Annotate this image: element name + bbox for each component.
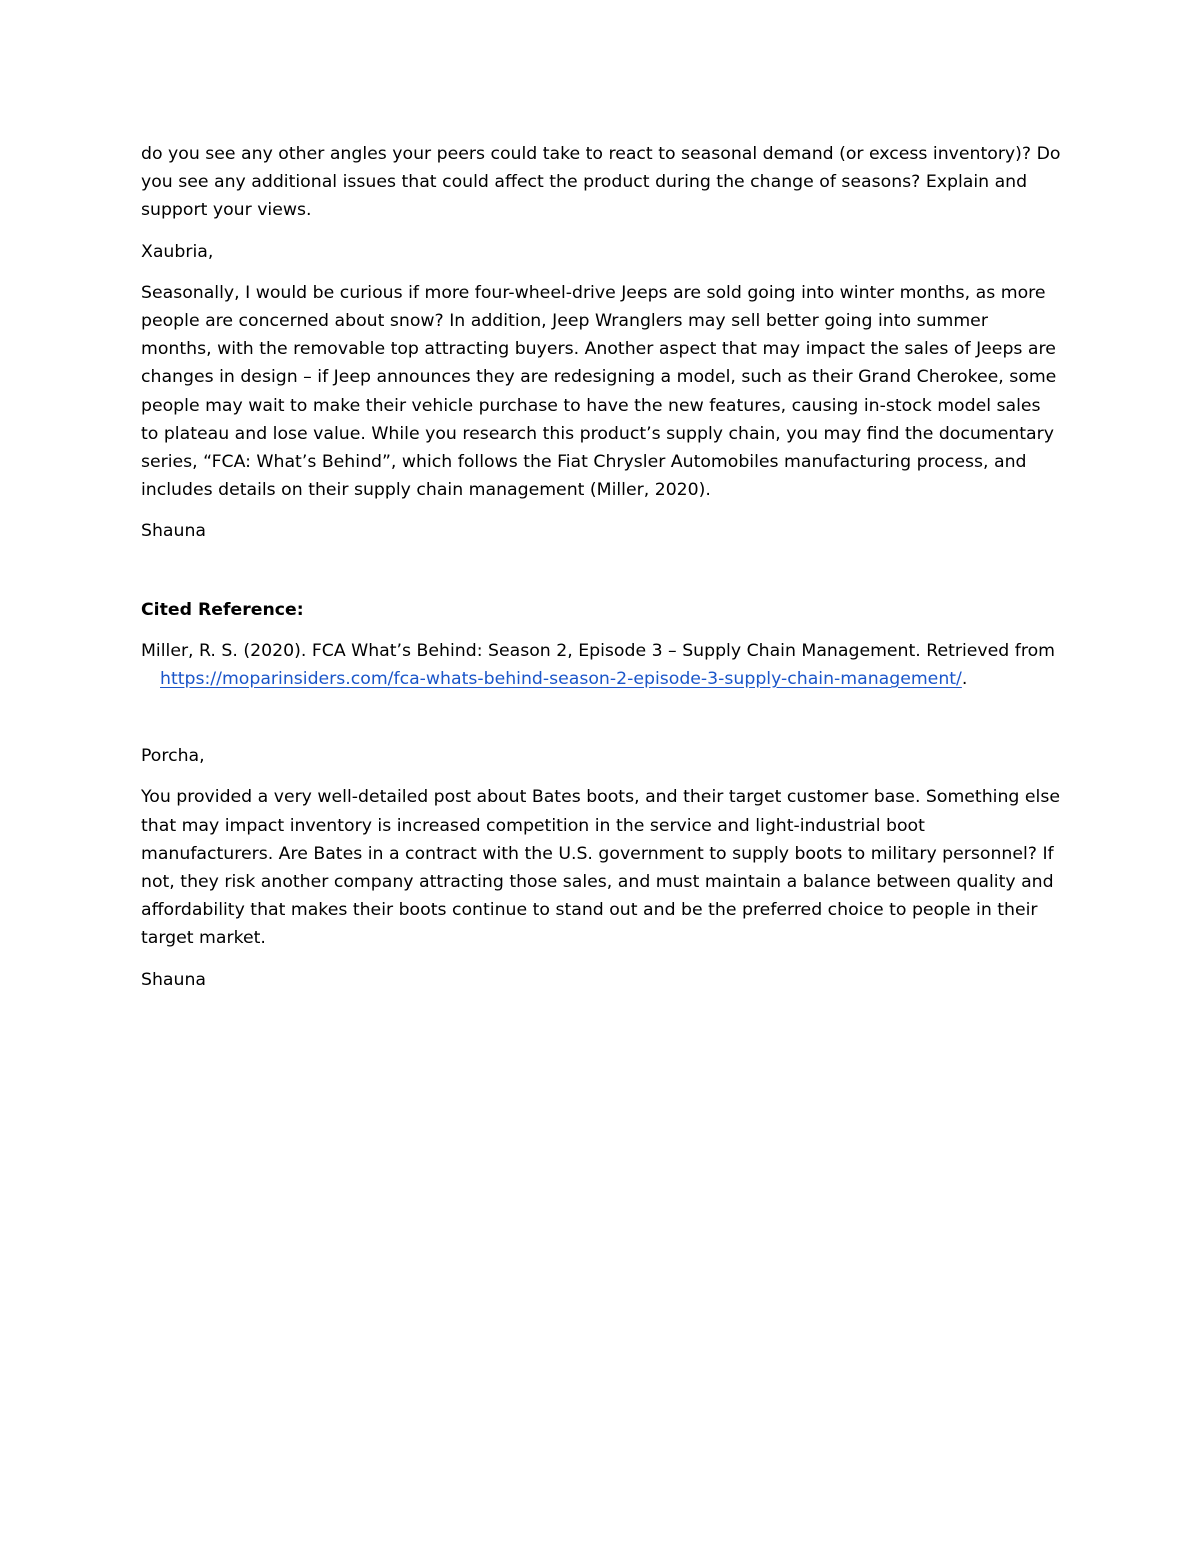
prompt-paragraph: do you see any other angles your peers could take to react to seasonal demand (or excess inventory)? Do you see any additional issues that could affect the product during the change of seasons? Explain and support your views. bbox=[141, 144, 1061, 221]
reference-entry bbox=[141, 637, 1060, 693]
reference-link[interactable]: https://moparinsiders.com/fca-whats-behind-season-2-episode-3-supply-chain-management/ bbox=[160, 669, 962, 690]
reply2-greeting: Porcha, bbox=[141, 746, 205, 767]
reply2-signature: Shauna bbox=[141, 969, 207, 990]
reference-citation: Miller, R. S. (2020). FCA What’s Behind: Season 2, Episode 3 – Supply Chain Management. Retrieved from bbox=[141, 640, 1055, 661]
reply1-greeting: Xaubria, bbox=[141, 241, 214, 262]
reply1-body: Seasonally, I would be curious if more four-wheel-drive Jeeps are sold going into winter months, as more people are concerned about snow? In addition, Jeep Wranglers may sell better going into summer months, with the removable top attracting buyers. Another aspect that may impact the sales of Jeeps are changes in design – if Jeep announces they are redesigning a model, such as their Grand Cherokee, some people may wait to make their vehicle purchase to have the new features, causing in-stock model sales to plateau and lose value. While you research this product’s supply chain, you may find the documentary series, “FCA: What’s Behind”, which follows the Fiat Chrysler Automobiles manufacturing process, and includes details on their supply chain management (Miller, 2020). bbox=[141, 282, 1057, 501]
reference-trailing: . bbox=[961, 669, 968, 690]
reply2-body: You provided a very well-detailed post about Bates boots, and their target customer base. Something else that may impact inventory is increased competition in the service and light-industrial boot manufacturers. Are Bates in a contract with the U.S. government to supply boots to military personnel? If not, they risk another company attracting those sales, and must maintain a balance between quality and affordability that makes their boots continue to stand out and be the preferred choice to people in their target market. bbox=[141, 787, 1060, 949]
reply1-signature: Shauna bbox=[141, 521, 207, 542]
cited-reference-heading: Cited Reference: bbox=[141, 599, 304, 620]
